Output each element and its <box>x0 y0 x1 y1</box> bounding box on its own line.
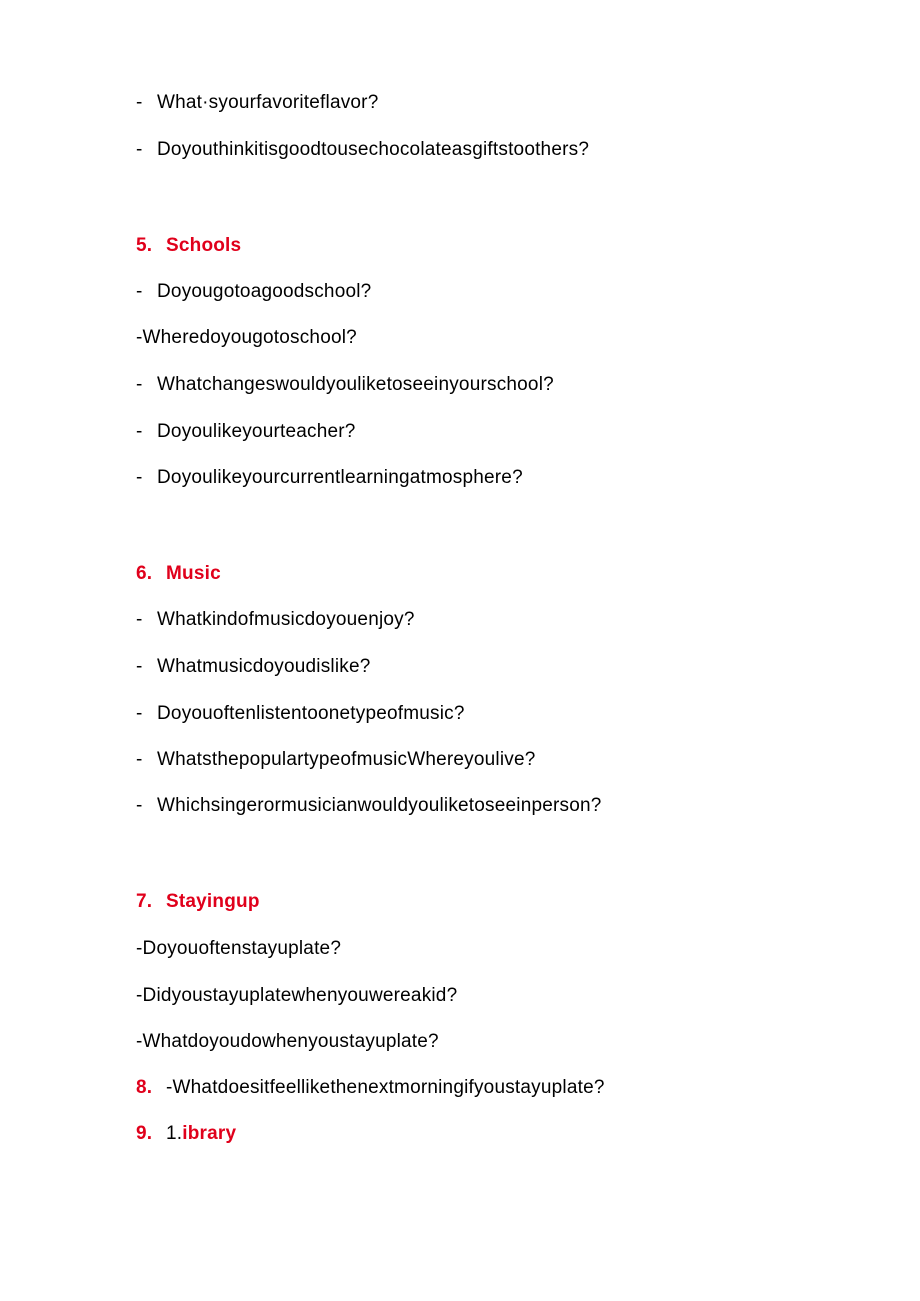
section-heading-stayingup <box>136 890 260 914</box>
dash-bullet: - <box>136 374 143 395</box>
question-line <box>136 466 523 490</box>
question-line <box>136 326 357 350</box>
question-text: -Didyoustayuplatewhenyouwereakid? <box>136 985 458 1006</box>
section-title: Music <box>166 563 221 584</box>
numbered-line-8 <box>136 1076 605 1100</box>
question-text: Doyoulikeyourcurrentlearningatmosphere? <box>157 467 523 488</box>
section-heading-music <box>136 562 221 586</box>
question-line <box>136 984 457 1008</box>
question-line <box>136 655 371 679</box>
question-line <box>136 420 356 444</box>
dash-bullet: - <box>136 609 143 630</box>
dash-bullet: - <box>136 795 143 816</box>
dash-bullet: - <box>136 281 143 302</box>
question-line <box>136 280 371 304</box>
question-line <box>136 138 589 162</box>
question-line <box>136 608 415 632</box>
section-heading-schools <box>136 234 241 258</box>
question-line <box>136 91 378 115</box>
question-line <box>136 373 554 397</box>
question-text: Doyougotoagoodschool? <box>157 281 372 302</box>
question-text: -Whatdoesitfeellikethenextmorningifyoustayuplate? <box>166 1077 605 1098</box>
question-text: Whatmusicdoyoudislike? <box>157 656 371 677</box>
question-text: -Wheredoyougotoschool? <box>136 327 357 348</box>
question-text: -Whatdoyoudowhenyoustayuplate? <box>136 1031 439 1052</box>
question-text: Whichsingerormusicianwouldyouliketoseeinperson? <box>157 795 602 816</box>
dash-bullet: - <box>136 421 143 442</box>
numbered-line-9 <box>136 1122 236 1146</box>
section-number: 7. <box>136 891 153 912</box>
item-number: 8. <box>136 1077 153 1098</box>
question-text: -Doyouoftenstayuplate? <box>136 938 342 959</box>
question-text: Doyoulikeyourteacher? <box>157 421 356 442</box>
question-line <box>136 937 341 961</box>
question-line <box>136 794 602 818</box>
question-line <box>136 748 536 772</box>
question-line <box>136 1030 439 1054</box>
question-text: WhatsthepopulartypeofmusicWhereyoulive? <box>157 749 536 770</box>
dash-bullet: - <box>136 139 143 160</box>
question-text: Doyouoftenlistentoonetypeofmusic? <box>157 703 465 724</box>
dash-bullet: - <box>136 656 143 677</box>
section-number: 6. <box>136 563 153 584</box>
item-prefix: 1. <box>166 1123 183 1144</box>
section-title: Schools <box>166 235 242 256</box>
item-text: ibrary <box>182 1123 237 1144</box>
question-line <box>136 702 465 726</box>
dash-bullet: - <box>136 703 143 724</box>
dash-bullet: - <box>136 467 143 488</box>
question-text: Whatchangeswouldyouliketoseeinyourschool? <box>157 374 554 395</box>
item-number: 9. <box>136 1123 153 1144</box>
dash-bullet: - <box>136 92 143 113</box>
dash-bullet: - <box>136 749 143 770</box>
section-title: Stayingup <box>166 891 260 912</box>
question-text: Doyouthinkitisgoodtousechocolateasgiftstoothers? <box>157 139 590 160</box>
question-text: Whatkindofmusicdoyouenjoy? <box>157 609 415 630</box>
section-number: 5. <box>136 235 153 256</box>
question-text: What·syourfavoriteflavor? <box>157 92 379 113</box>
